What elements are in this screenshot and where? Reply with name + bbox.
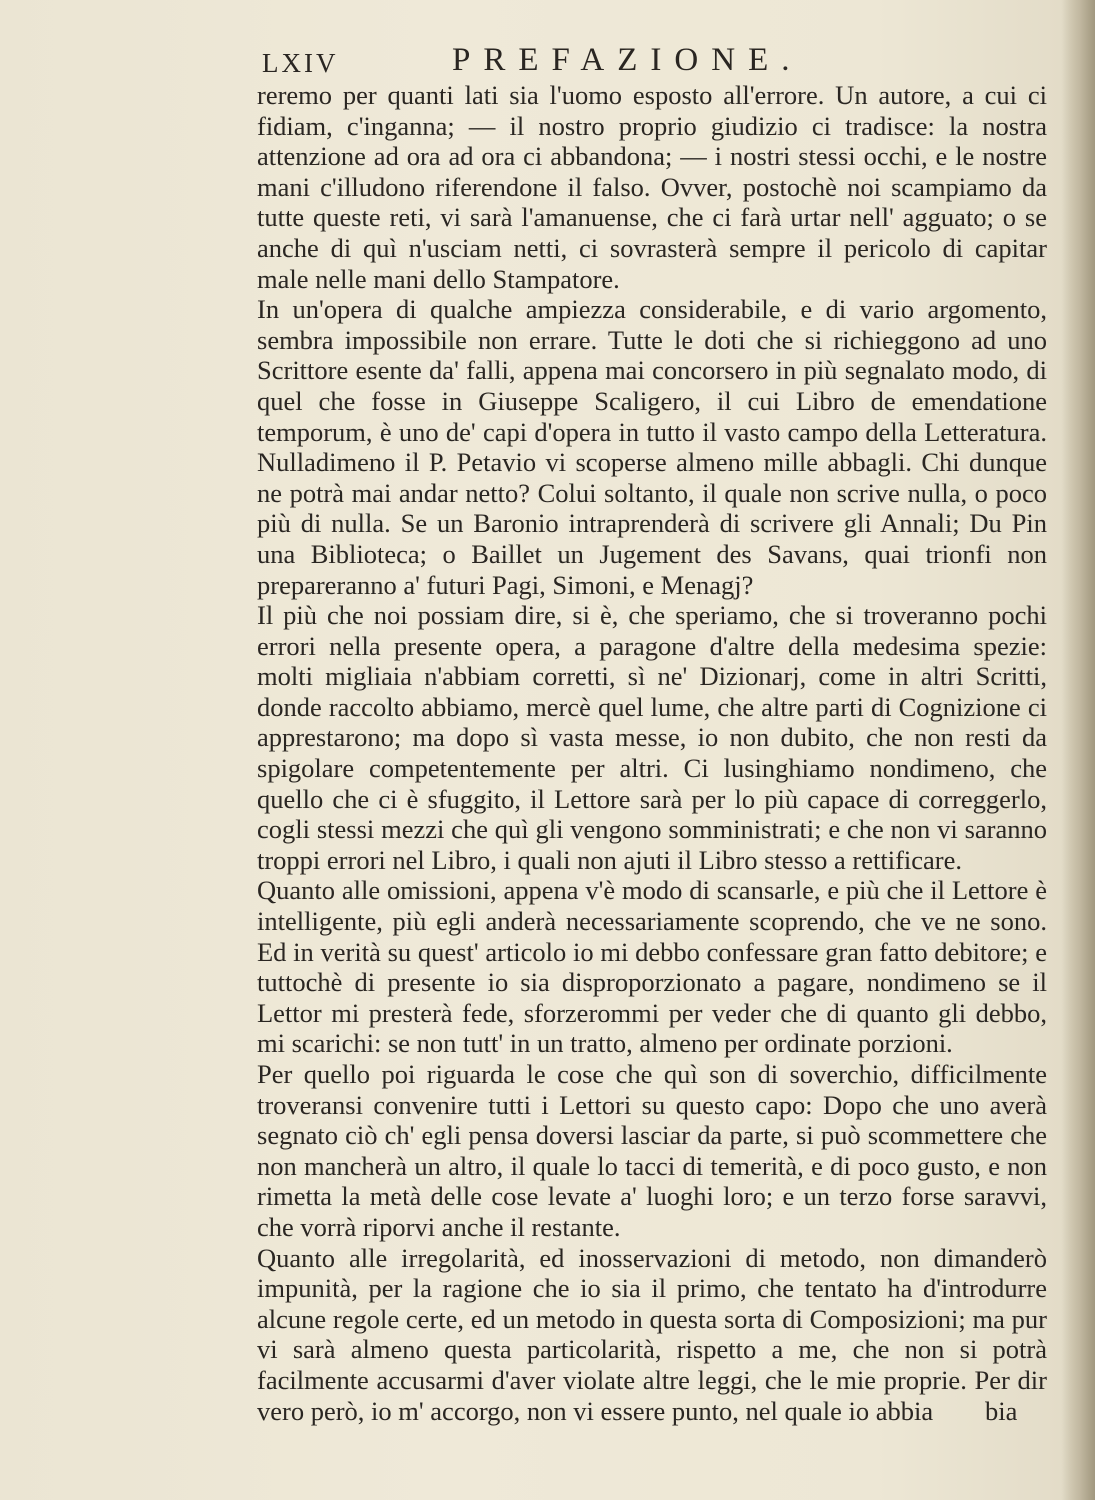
paragraph-1: reremo per quanti lati sia l'uomo esposto all'errore. Un autore, a cui ci fidiam, c'inganna; — il nostro proprio giudizio ci tradisce: la nostra attenzione ad ora ad ora ci abbandona; — i nostri stessi occhi, e le nostre mani c'illudono riferendone il falso. Ovver, postochè noi scampiamo da tutte queste reti, vi sarà l'amanuense, che ci farà urtar nell' agguato; o se anche di quì n'usciam netti, ci sovrasterà sempre il pericolo di capitar male nelle mani dello Stampatore. <box>257 80 1047 294</box>
catchword: bia <box>985 1396 1018 1426</box>
paragraph-2: In un'opera di qualche ampiezza considerabile, e di vario argomento, sembra impossibile non errare. Tutte le doti che si richieggono ad uno Scrittore esente da' falli, appena mai concorsero in più segnalato modo, di quel che fosse in Giuseppe Scaligero, il cui Libro de emendatione temporum, è uno de' capi d'opera in tutto il vasto campo della Letteratura. Nulladimeno il P. Petavio vi scoperse almeno mille abbagli. Chi dunque ne potrà mai andar netto? Colui soltanto, il quale non scrive nulla, o poco più di nulla. Se un Baronio intraprenderà di scrivere gli Annali; Du Pin una Biblioteca; o Baillet un Jugement des Savans, quai trionfi non prepareranno a' futuri Pagi, Simoni, e Menagj? <box>257 294 1047 600</box>
paragraph-3: Il più che noi possiam dire, si è, che speriamo, che si troveranno pochi errori nella presente opera, a paragone d'altre della medesima spezie: molti migliaia n'abbiam corretti, sì ne' Dizionarj, come in altri Scritti, donde raccolto abbiamo, mercè quel lume, che altre parti di Cognizione ci apprestarono; ma dopo sì vasta messe, io non dubito, che non resti da spigolare competentemente per altri. Ci lusinghiamo nondimeno, che quello che ci è sfuggito, il Lettore sarà per lo più capace di correggerlo, cogli stessi mezzi che quì gli vengono somministrati; e che non vi saranno troppi errori nel Libro, i quali non ajuti il Libro stesso a rettificare. <box>257 600 1047 875</box>
paragraph-5: Per quello poi riguarda le cose che quì son di soverchio, difficilmente troveransi convenire tutti i Lettori su questo capo: Dopo che uno averà segnato ciò ch' egli pensa doversi lasciar da parte, si può scommettere che non mancherà un altro, il quale lo tacci di temerità, e di poco gusto, e non rimetta la metà delle cose levate a' luoghi loro; e un terzo forse saravvi, che vorrà riporvi anche il restante. <box>257 1059 1047 1242</box>
page-number: LXIV <box>262 48 339 78</box>
paragraph-6: Quanto alle irregolarità, ed inosservazioni di metodo, non dimanderò impunità, per la ragione che io sia il primo, che tentato ha d'introdurre alcune regole certe, ed un metodo in questa sorta di Composizioni; ma pur vi sarà almeno questa particolarità, rispetto a me, che non si potrà facilmente accusarmi d'aver violate altre leggi, che le mie proprie. Per dir vero però, io m' accorgo, non vi essere punto, nel quale io abbia <box>257 1242 1047 1426</box>
body-text <box>257 80 1047 1426</box>
paragraph-4: Quanto alle omissioni, appena v'è modo di scansarle, e più che il Lettore è intelligente, più egli anderà necessariamente scoprendo, che ve ne sono. Ed in verità su quest' articolo io mi debbo confessare gran fatto debitore; e tuttochè di presente io sia disproporzionato a pagare, nondimeno se il Lettor mi presterà fede, sforzerommi per veder che di quanto gli debbo, mi scarichi: se non tutt' in un tratto, almeno per ordinate porzioni. <box>257 875 1047 1059</box>
page-edge-shadow <box>1061 0 1095 1500</box>
running-title: PREFAZIONE. <box>452 42 803 78</box>
